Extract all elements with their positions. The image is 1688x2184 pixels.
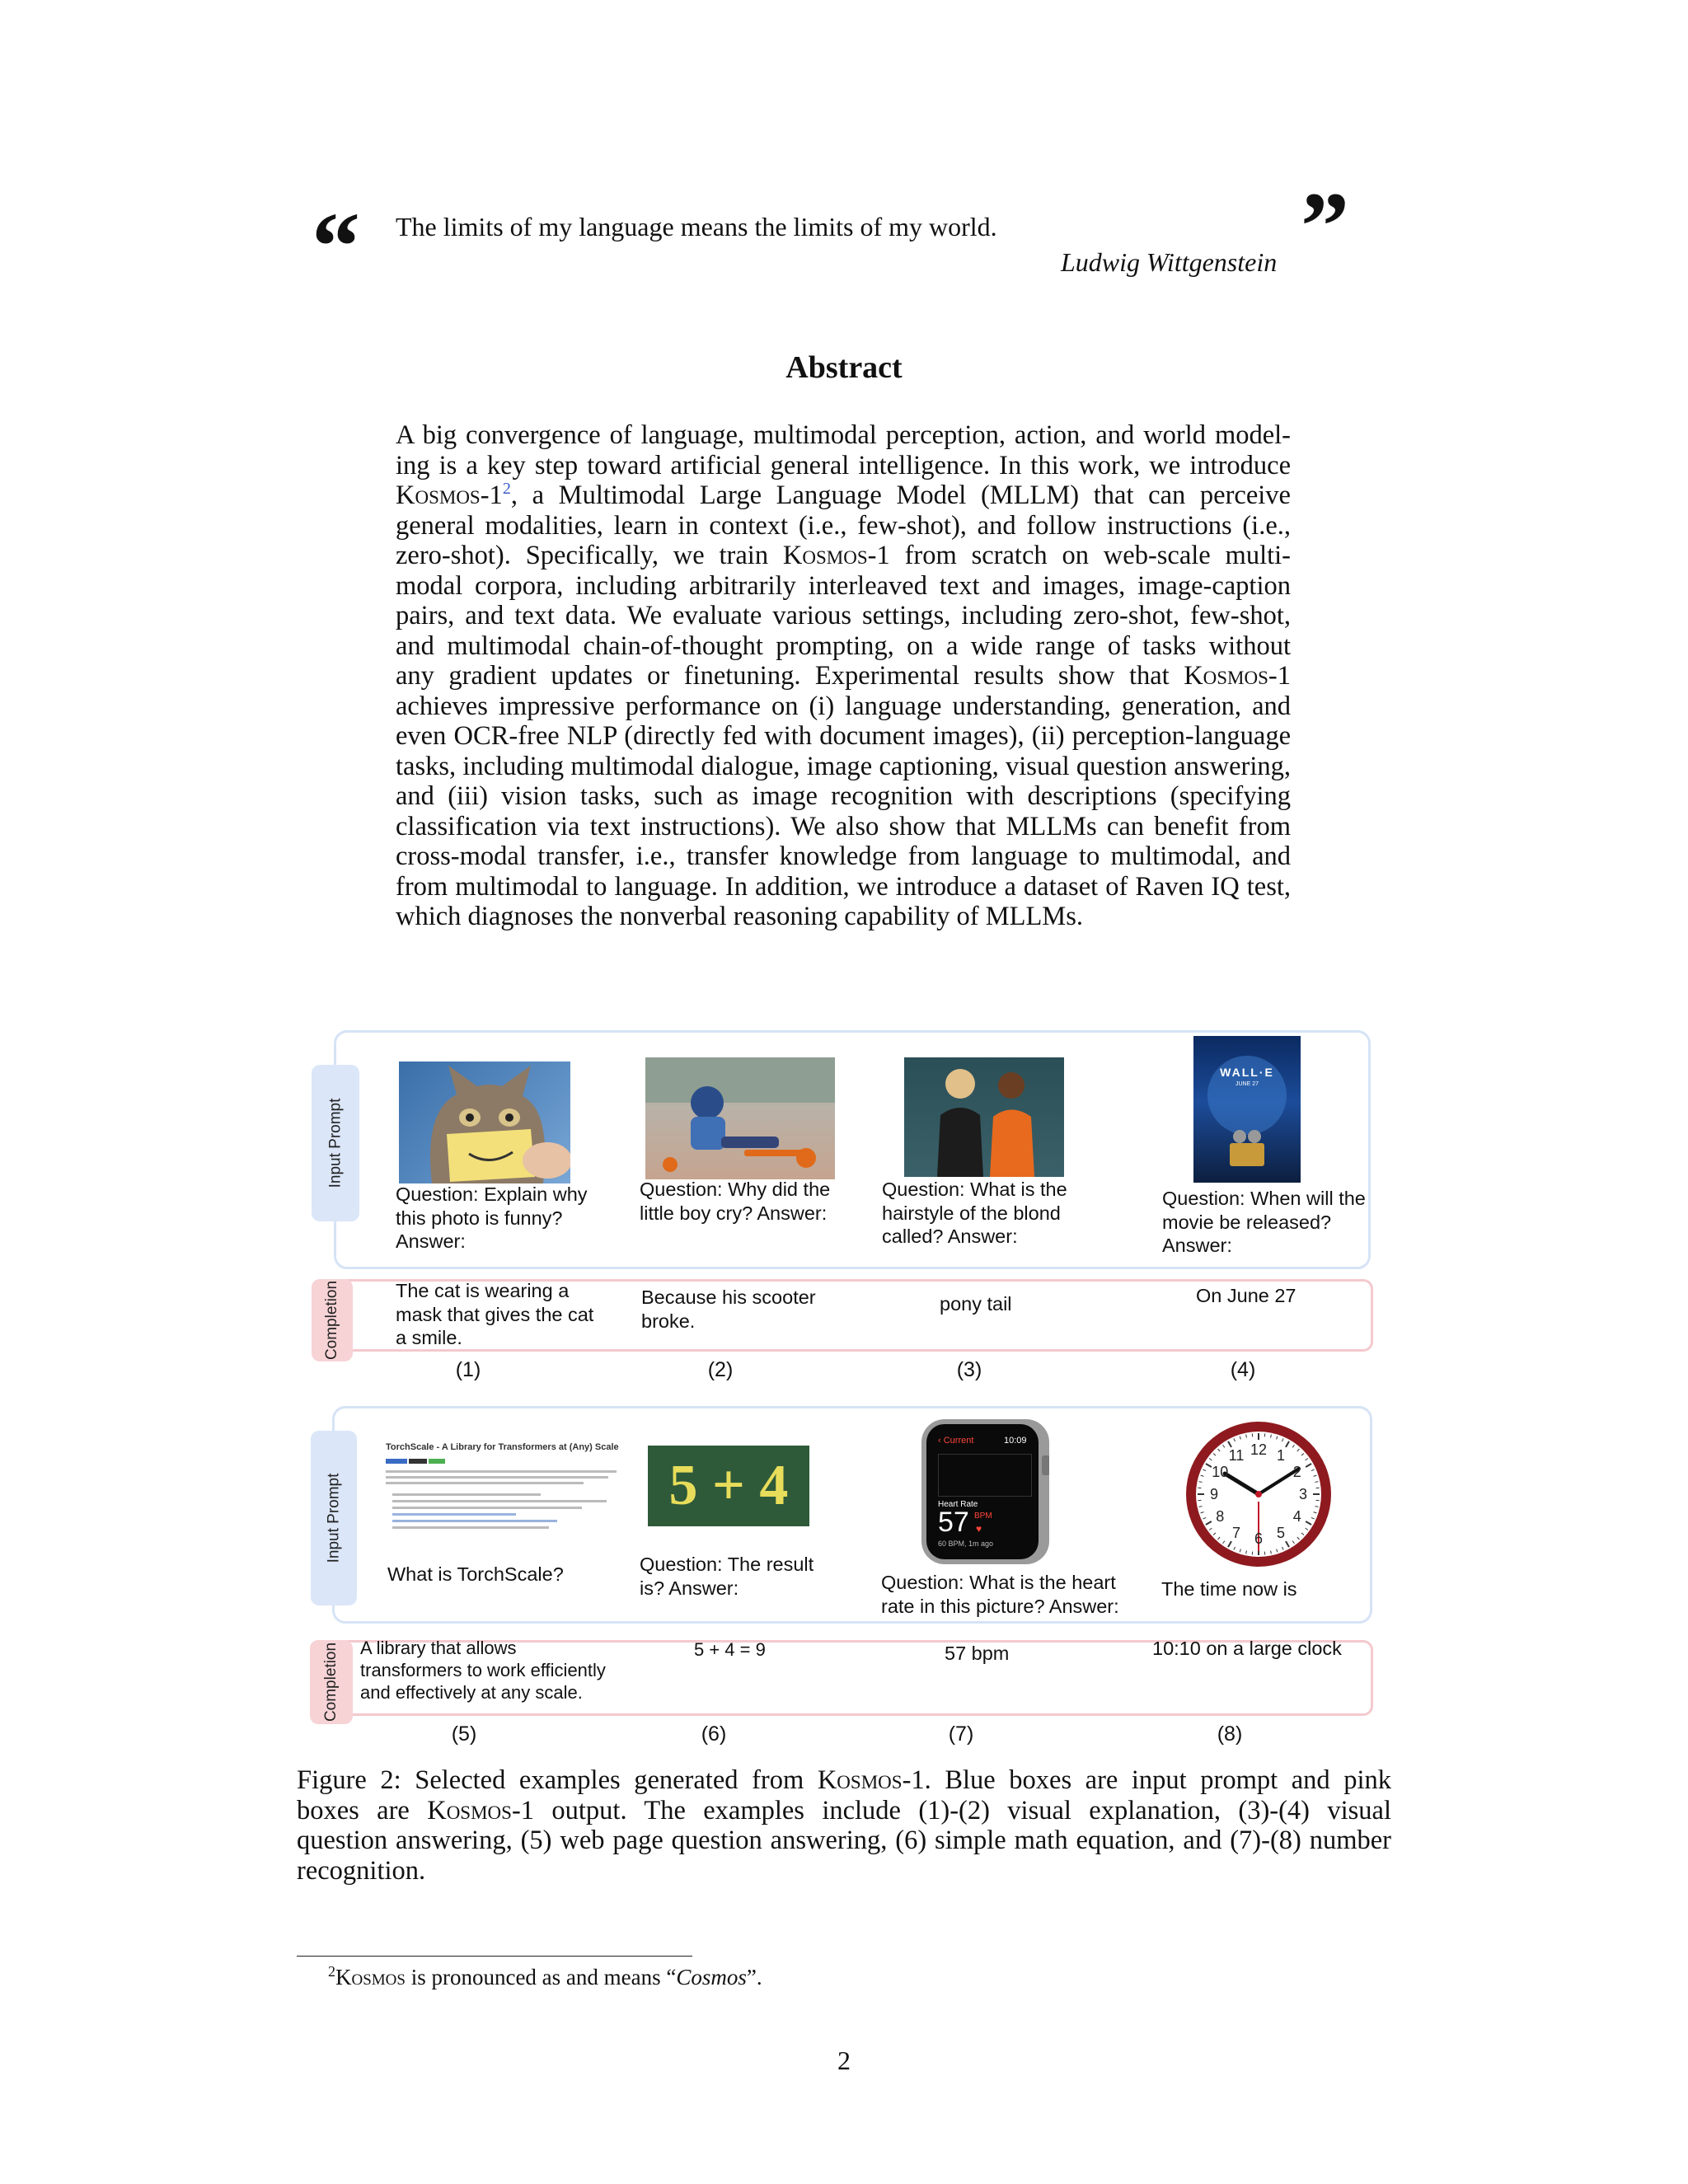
webpage-bullet: [392, 1520, 557, 1522]
torchscale-webpage: [381, 1439, 628, 1546]
footnote-italic: Cosmos: [676, 1965, 747, 1990]
input-prompt-tab-row1: [312, 1065, 359, 1221]
completion-text-5: A library that allows transformers to work efficiently and effectively at any scale.: [360, 1638, 606, 1703]
watch-time: 10:09: [1004, 1436, 1027, 1446]
abstract-line-part: from scratch on web-scale multi-: [889, 541, 1291, 570]
abstract-line: from multimodal to language. In addition, we introduce a dataset of Raven IQ test,: [396, 871, 1291, 902]
completion-text-4: On June 27: [1196, 1285, 1296, 1306]
abstract-line: modal corpora, including arbitrarily interleaved text and images, image-caption: [396, 570, 1291, 601]
prompt-text-1: Question: Explain why this photo is funny? Answer:: [396, 1183, 588, 1252]
example-number-7: (7): [948, 1722, 974, 1746]
completion-tab-row1: [312, 1279, 353, 1361]
caption-line: recognition.: [297, 1855, 426, 1886]
math-chalkboard: [648, 1446, 809, 1526]
abstract-line: ing is a key step toward artificial general intelligence. In this work, we introduce: [396, 450, 1291, 480]
clock-number: 4: [1292, 1508, 1301, 1525]
watch-value: 57: [938, 1507, 969, 1538]
caption-part: -1 output. The examples include (1)-(2) visual explanation, (3)-(4) visual: [511, 1795, 1391, 1825]
boy-scooter-illustration: [645, 1057, 835, 1179]
footnote: [328, 1963, 762, 1990]
abstract-line: classification via text instructions). We also show that MLLMs can benefit from: [396, 811, 1291, 841]
walle-poster: [1193, 1036, 1301, 1183]
abstract-line: even OCR-free NLP (directly fed with document images), (ii) perception-language: [396, 721, 1291, 751]
webpage-badge: [386, 1459, 407, 1464]
footnote-mark: 2: [328, 1963, 335, 1980]
tennis-players-photo: [904, 1057, 1064, 1177]
webpage-text-line: [386, 1470, 617, 1473]
clock-number: 1: [1276, 1447, 1286, 1465]
abstract-line-part: any gradient updates or finetuning. Experimental results show that: [396, 661, 1184, 691]
clock-number: 10: [1212, 1464, 1229, 1480]
webpage-bullet: [392, 1507, 582, 1509]
abstract-line: which diagnoses the nonverbal reasoning capability of MLLMs.: [396, 902, 1083, 931]
completion-text-7: 57 bpm: [945, 1643, 1010, 1664]
footnote-text: is pronounced as and means “: [405, 1965, 677, 1990]
watch-subtext: 60 BPM, 1m ago: [938, 1540, 994, 1548]
abstract-line: pairs, and text data. We evaluate various settings, including zero-shot, few-shot,: [396, 601, 1291, 630]
model-name: Kosmos: [396, 480, 481, 510]
webpage-bullet: [392, 1526, 549, 1529]
input-prompt-tab-row2: [311, 1431, 357, 1605]
clock-number: 6: [1254, 1530, 1264, 1547]
poster-date: JUNE 27: [1235, 1081, 1259, 1087]
abstract-line: achieves impressive performance on (i) language understanding, generation, and: [396, 691, 1291, 721]
abstract-line: and (iii) vision tasks, such as image recognition with descriptions (specifying: [396, 781, 1291, 811]
completion-text-8: 10:10 on a large clock: [1152, 1638, 1342, 1659]
abstract-line: [396, 541, 1291, 571]
example-number-3: (3): [956, 1358, 982, 1381]
completion-text-6: 5 + 4 = 9: [694, 1639, 766, 1660]
model-name: Kosmos: [427, 1795, 512, 1825]
abstract-line: cross-modal transfer, i.e., transfer knowledge from language to multimodal, and: [396, 841, 1291, 871]
completion-text-1: The cat is wearing a mask that gives the cat a smile.: [396, 1280, 594, 1348]
model-name: Kosmos: [1184, 661, 1268, 691]
example-number-2: (2): [707, 1358, 734, 1381]
model-name: Kosmos: [335, 1965, 406, 1990]
completion-label: Completion: [323, 1280, 341, 1361]
webpage-bullet: [392, 1513, 516, 1516]
clock-number: 11: [1228, 1447, 1245, 1465]
watch-unit: BPM: [974, 1511, 992, 1521]
prompt-text-7: Question: What is the heart rate in this picture? Answer:: [881, 1572, 1119, 1617]
abstract-line: [396, 480, 1291, 511]
webpage-bullet: [392, 1493, 541, 1496]
completion-text-2: Because his scooter broke.: [641, 1286, 816, 1332]
poster-title: WALL·E: [1220, 1066, 1274, 1079]
watch-label: Heart Rate: [938, 1500, 978, 1509]
heart-icon: ♥: [976, 1523, 982, 1535]
wall-clock-photo: [1184, 1419, 1334, 1569]
prompt-text-2: Question: Why did the little boy cry? Answer:: [640, 1179, 831, 1224]
smartwatch-photo: [921, 1419, 1049, 1564]
webpage-badge: [429, 1459, 445, 1464]
completion-label: Completion: [322, 1642, 340, 1722]
model-name: Kosmos: [782, 541, 868, 570]
caption-line: [297, 1765, 1391, 1796]
open-quote-mark: “: [312, 192, 360, 300]
wall-clock-illustration: [1184, 1419, 1334, 1569]
footnote-text: ”.: [746, 1965, 762, 1990]
prompt-text-6: Question: The result is? Answer:: [640, 1554, 814, 1599]
example-number-6: (6): [701, 1722, 727, 1746]
clock-number: 7: [1231, 1524, 1241, 1541]
abstract-line-part: , a Multimodal Large Language Model (MLLM) that can perceive: [510, 480, 1291, 510]
input-prompt-label: Input Prompt: [326, 1098, 344, 1188]
watch-crown: [1042, 1455, 1049, 1475]
prompt-text-5: What is TorchScale?: [387, 1563, 564, 1585]
webpage-text-line: [386, 1476, 608, 1479]
caption-part: boxes are: [297, 1795, 428, 1825]
example-number-4: (4): [1230, 1358, 1256, 1381]
clock-number: 3: [1298, 1486, 1308, 1502]
abstract-line: general modalities, learn in context (i.e., few-shot), and follow instructions (i.e.,: [396, 510, 1291, 541]
example-number-5: (5): [451, 1722, 477, 1746]
completion-tab-row2: [310, 1640, 353, 1724]
epigraph-text: The limits of my language means the limits of my world.: [396, 212, 997, 241]
completion-text-3: pony tail: [940, 1293, 1012, 1315]
prompt-text-3: Question: What is the hairstyle of the blond called? Answer:: [882, 1179, 1067, 1247]
prompt-text-4: Question: When will the movie be released? Answer:: [1162, 1188, 1366, 1256]
webpage-bullet: [392, 1500, 607, 1502]
model-name: Kosmos: [817, 1765, 903, 1795]
abstract-line: [396, 661, 1291, 691]
model-suffix: -1: [867, 541, 890, 570]
webpage-text-line: [386, 1482, 584, 1484]
boy-scooter-photo: [645, 1057, 835, 1179]
caption-line: question answering, (5) web page question answering, (6) simple math equation, and (7)-(8) number: [297, 1825, 1391, 1855]
caption-line: [297, 1796, 1391, 1826]
walle-poster-illustration: [1193, 1036, 1301, 1183]
model-suffix: -1: [480, 480, 503, 510]
clock-number: 12: [1250, 1441, 1268, 1458]
footnote-ref[interactable]: 2: [502, 480, 511, 499]
abstract-line-part: zero-shot). Specifically, we train: [396, 541, 783, 570]
abstract-line: tasks, including multimodal dialogue, image captioning, visual question answering,: [396, 751, 1291, 781]
figure-caption: [297, 1765, 1391, 1886]
prompt-text-8: The time now is: [1161, 1578, 1297, 1600]
clock-number: 9: [1209, 1486, 1219, 1502]
example-number-1: (1): [455, 1358, 481, 1381]
webpage-badge: [409, 1459, 427, 1464]
webpage-title: TorchScale - A Library for Transformers at (Any) Scale: [386, 1442, 619, 1452]
input-prompt-label: Input Prompt: [325, 1473, 342, 1563]
cat-photo: [399, 1062, 570, 1183]
abstract-title: Abstract: [785, 350, 903, 385]
footnote-rule: [297, 1956, 692, 1957]
math-expression: 5 + 4: [668, 1454, 789, 1517]
tennis-players-illustration: [904, 1057, 1064, 1177]
watch-app-label: ‹ Current: [938, 1436, 974, 1446]
abstract-line: A big convergence of language, multimodal perception, action, and world model-: [396, 420, 1291, 450]
abstract-line: and multimodal chain-of-thought prompting, on a wide range of tasks without: [396, 630, 1291, 661]
example-number-8: (8): [1217, 1722, 1243, 1746]
page-number: 2: [837, 2046, 851, 2075]
cat-photo-illustration: [399, 1062, 570, 1183]
clock-number: 8: [1216, 1508, 1225, 1525]
caption-part: Figure 2: Selected examples generated from: [297, 1765, 818, 1795]
close-quote-mark: ”: [1301, 172, 1349, 280]
abstract-body: [396, 420, 1291, 932]
caption-part: -1. Blue boxes are input prompt and pink: [902, 1765, 1391, 1795]
clock-number: 2: [1292, 1464, 1301, 1480]
epigraph-author: Ludwig Wittgenstein: [1061, 247, 1278, 277]
clock-number: 5: [1276, 1524, 1286, 1541]
watch-chart: [938, 1454, 1032, 1497]
model-suffix: -1: [1268, 661, 1291, 691]
